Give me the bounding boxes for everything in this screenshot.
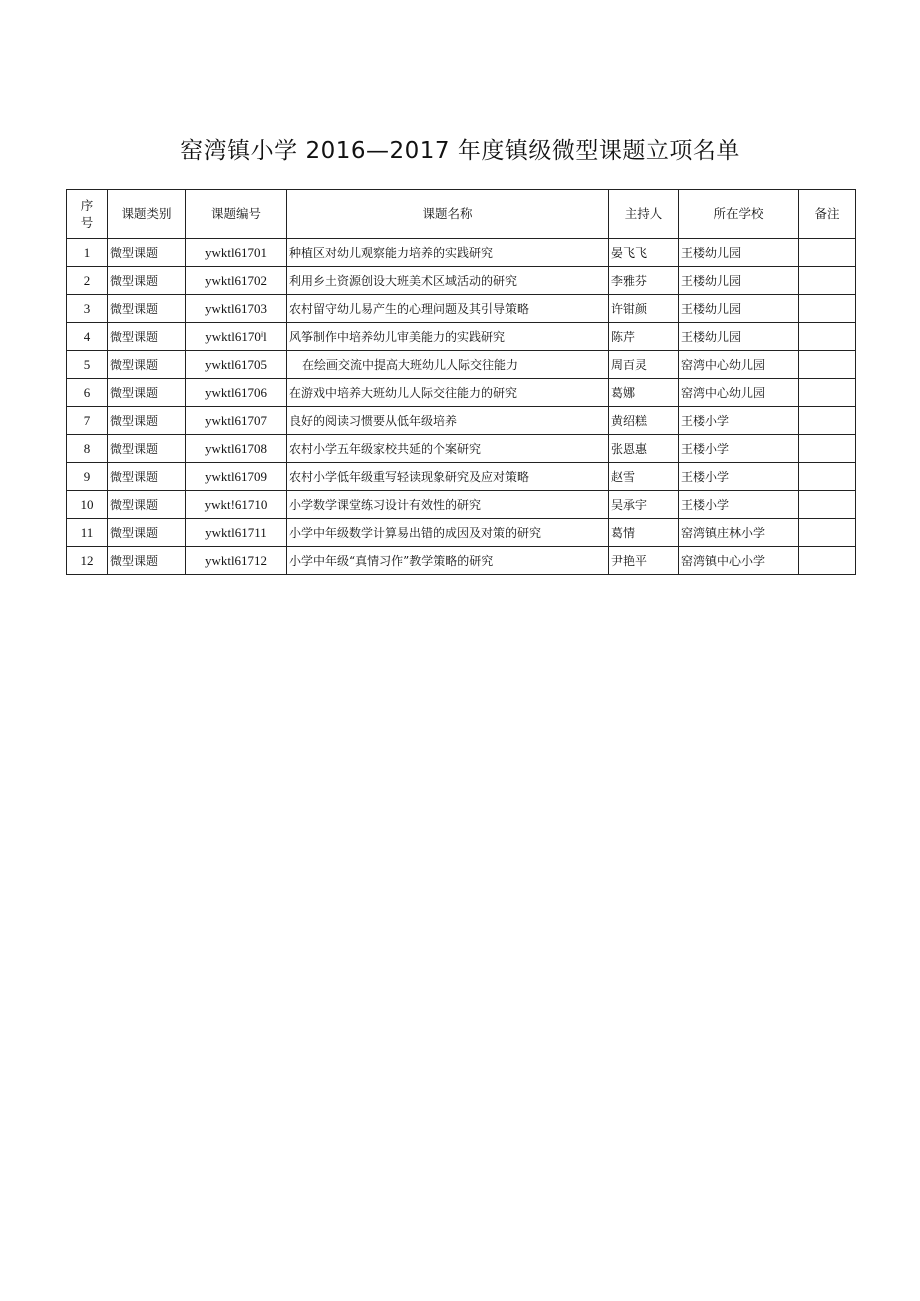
- cell-title: 农村小学五年级家校共延的个案研究: [287, 435, 609, 463]
- cell-code: ywktl61709: [186, 463, 287, 491]
- table-row: [67, 547, 856, 575]
- cell-title: 农村小学低年级重写轻读现象研究及应对策略: [287, 463, 609, 491]
- cell-no: 8: [67, 435, 108, 463]
- cell-code: ywkt!61710: [186, 491, 287, 519]
- cell-code: ywktl61702: [186, 267, 287, 295]
- cell-school: 窑湾中心幼儿园: [679, 351, 799, 379]
- cell-code: ywktl61703: [186, 295, 287, 323]
- cell-school: 窑湾镇中心小学: [679, 547, 799, 575]
- cell-code: ywktl61707: [186, 407, 287, 435]
- cell-title: 在绘画交流中提高大班幼儿人际交往能力: [287, 351, 609, 379]
- cell-code: ywktl6170ⁱl: [186, 323, 287, 351]
- cell-note: [799, 407, 856, 435]
- cell-school: 王楼小学: [679, 435, 799, 463]
- header-school: 所在学校: [679, 190, 799, 239]
- table-header-row: [67, 190, 856, 239]
- cell-note: [799, 323, 856, 351]
- cell-school: 王楼小学: [679, 491, 799, 519]
- cell-host: 晏飞飞: [609, 239, 679, 267]
- cell-host: 赵雪: [609, 463, 679, 491]
- header-name: 课题名称: [287, 190, 609, 239]
- cell-category: 微型课题: [108, 407, 186, 435]
- header-note: 备注: [799, 190, 856, 239]
- cell-host: 葛娜: [609, 379, 679, 407]
- cell-school: 王楼幼儿园: [679, 323, 799, 351]
- header-category: 课题类别: [108, 190, 186, 239]
- cell-no: 12: [67, 547, 108, 575]
- cell-category: 微型课题: [108, 351, 186, 379]
- table-row: [67, 323, 856, 351]
- cell-note: [799, 463, 856, 491]
- cell-host: 许钳颜: [609, 295, 679, 323]
- cell-category: 微型课题: [108, 547, 186, 575]
- cell-note: [799, 435, 856, 463]
- cell-no: 2: [67, 267, 108, 295]
- header-seq: 序 号: [67, 190, 108, 239]
- table-row: [67, 379, 856, 407]
- cell-host: 张恩惠: [609, 435, 679, 463]
- cell-title: 在游戏中培养大班幼儿人际交往能力的研究: [287, 379, 609, 407]
- cell-category: 微型课题: [108, 323, 186, 351]
- cell-title: 良好的阅读习惯要从低年级培养: [287, 407, 609, 435]
- page-title: 窑湾镇小学 2016—2017 年度镇级微型课题立项名单: [180, 138, 740, 164]
- cell-host: 尹艳平: [609, 547, 679, 575]
- cell-no: 4: [67, 323, 108, 351]
- table-row: [67, 267, 856, 295]
- cell-category: 微型课题: [108, 463, 186, 491]
- table-row: [67, 435, 856, 463]
- cell-no: 7: [67, 407, 108, 435]
- cell-title: 风筝制作中培养幼儿审美能力的实践研究: [287, 323, 609, 351]
- cell-host: 李雅芬: [609, 267, 679, 295]
- table-row: [67, 351, 856, 379]
- cell-note: [799, 491, 856, 519]
- cell-title: 小学数学课堂练习设计有效性的研究: [287, 491, 609, 519]
- cell-no: 1: [67, 239, 108, 267]
- cell-title: 小学中年级数学计算易出错的成因及对策的研究: [287, 519, 609, 547]
- cell-no: 10: [67, 491, 108, 519]
- cell-category: 微型课题: [108, 491, 186, 519]
- cell-school: 王楼幼儿园: [679, 295, 799, 323]
- cell-school: 窑湾镇庄林小学: [679, 519, 799, 547]
- cell-code: ywktl61711: [186, 519, 287, 547]
- cell-school: 窑湾中心幼儿园: [679, 379, 799, 407]
- table-row: [67, 239, 856, 267]
- cell-host: 吴承宇: [609, 491, 679, 519]
- cell-school: 王楼幼儿园: [679, 239, 799, 267]
- table-row: [67, 295, 856, 323]
- cell-note: [799, 239, 856, 267]
- cell-title: 利用乡土资源创设大班美术区域活动的研究: [287, 267, 609, 295]
- cell-category: 微型课题: [108, 295, 186, 323]
- cell-note: [799, 519, 856, 547]
- cell-title: 种植区对幼儿观察能力培养的实践研究: [287, 239, 609, 267]
- cell-category: 微型课题: [108, 267, 186, 295]
- cell-category: 微型课题: [108, 519, 186, 547]
- cell-code: ywktl61705: [186, 351, 287, 379]
- cell-category: 微型课题: [108, 379, 186, 407]
- cell-title: 农村留守幼儿易产生的心理问题及其引导策略: [287, 295, 609, 323]
- cell-no: 6: [67, 379, 108, 407]
- cell-note: [799, 379, 856, 407]
- cell-school: 王楼小学: [679, 463, 799, 491]
- cell-code: ywktl61701: [186, 239, 287, 267]
- cell-title: 小学中年级“真情习作”教学策略的研究: [287, 547, 609, 575]
- cell-school: 王楼小学: [679, 407, 799, 435]
- cell-code: ywktl61706: [186, 379, 287, 407]
- cell-host: 黄绍糕: [609, 407, 679, 435]
- cell-note: [799, 295, 856, 323]
- cell-no: 5: [67, 351, 108, 379]
- table-row: [67, 407, 856, 435]
- table-row: [67, 491, 856, 519]
- cell-school: 王楼幼儿园: [679, 267, 799, 295]
- header-code: 课题编号: [186, 190, 287, 239]
- cell-note: [799, 351, 856, 379]
- cell-host: 周百灵: [609, 351, 679, 379]
- cell-code: ywktl61708: [186, 435, 287, 463]
- header-host: 主持人: [609, 190, 679, 239]
- cell-no: 9: [67, 463, 108, 491]
- cell-note: [799, 267, 856, 295]
- cell-category: 微型课题: [108, 239, 186, 267]
- table-row: [67, 519, 856, 547]
- table-row: [67, 463, 856, 491]
- cell-code: ywktl61712: [186, 547, 287, 575]
- cell-note: [799, 547, 856, 575]
- cell-no: 11: [67, 519, 108, 547]
- cell-host: 葛情: [609, 519, 679, 547]
- project-table: [66, 189, 856, 575]
- cell-host: 陈芹: [609, 323, 679, 351]
- cell-category: 微型课题: [108, 435, 186, 463]
- cell-no: 3: [67, 295, 108, 323]
